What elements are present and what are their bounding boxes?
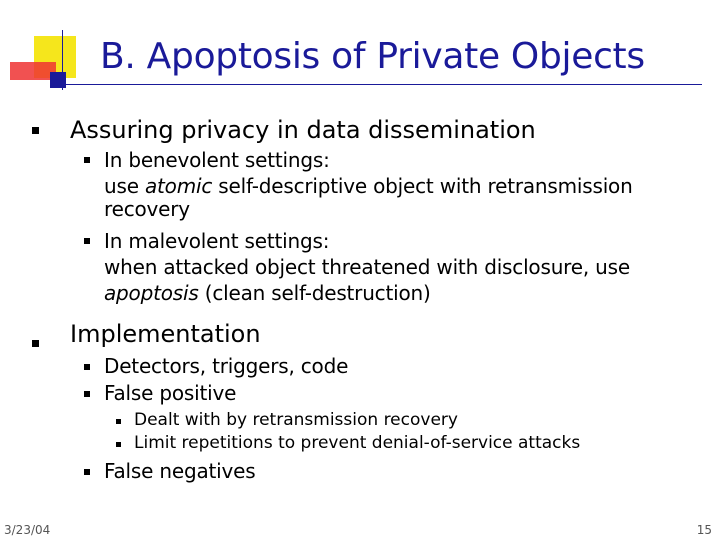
sub-sub-bullet-limit-repetitions: Limit repetitions to prevent denial-of-service attacks	[134, 433, 581, 453]
bullet-marker	[84, 157, 90, 163]
bullet-privacy: Assuring privacy in data dissemination	[70, 116, 536, 144]
benevolent-line1: In benevolent settings:	[104, 148, 330, 172]
sub-bullet-false-positive: False positive	[104, 381, 237, 405]
footer-date: 3/23/04	[4, 523, 51, 537]
bullet-implementation: Implementation	[70, 320, 261, 348]
bullet-marker	[32, 340, 39, 347]
bullet-marker	[84, 238, 90, 244]
bullet-marker	[32, 127, 39, 134]
decor-vertical-line	[62, 30, 63, 90]
sub-bullet-detectors: Detectors, triggers, code	[104, 354, 349, 378]
sub-bullet-malevolent	[104, 228, 630, 306]
sub-sub-bullet-retransmission: Dealt with by retransmission recovery	[134, 410, 458, 430]
benevolent-line3: recovery	[104, 197, 190, 221]
bullet-marker	[84, 469, 90, 475]
slide-title: B. Apoptosis of Private Objects	[100, 36, 645, 77]
malevolent-line3: apoptosis (clean self-destruction)	[104, 281, 431, 305]
benevolent-line2: use atomic self-descriptive object with retransmission	[104, 174, 633, 198]
sub-bullet-false-negatives: False negatives	[104, 459, 256, 483]
malevolent-line2: when attacked object threatened with disclosure, use	[104, 255, 630, 279]
bullet-marker	[116, 442, 121, 447]
bullet-marker	[84, 364, 90, 370]
title-divider	[62, 84, 702, 85]
decor-blue-square	[50, 72, 66, 88]
bullet-marker	[116, 419, 121, 424]
sub-bullet-benevolent	[104, 147, 633, 219]
malevolent-line1: In malevolent settings:	[104, 229, 330, 253]
page-number: 15	[696, 523, 712, 537]
bullet-marker	[84, 391, 90, 397]
